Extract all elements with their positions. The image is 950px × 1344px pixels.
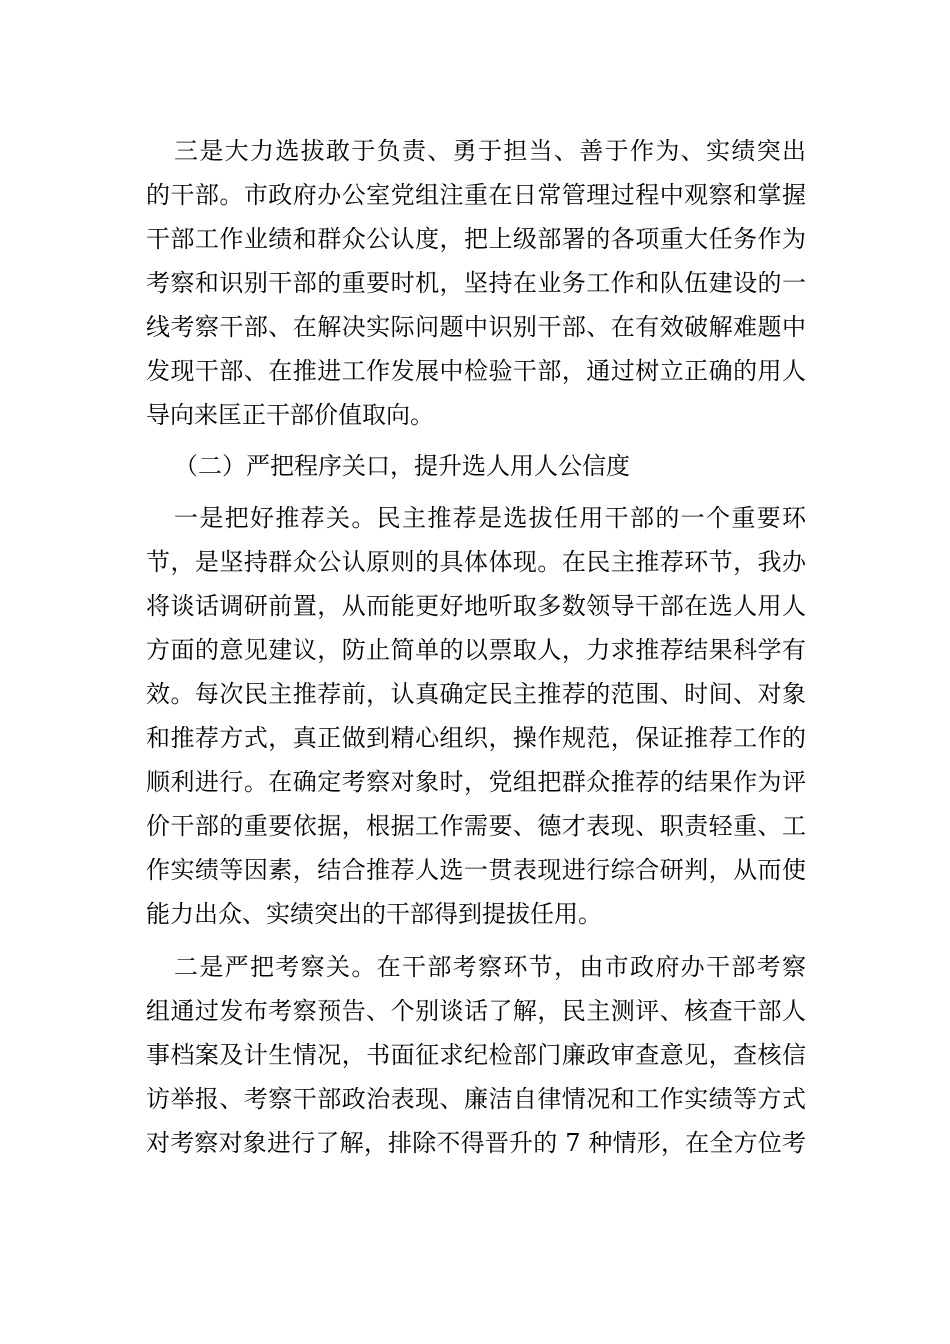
paragraph-line: 价干部的重要依据，根据工作需要、德才表现、职责轻重、工 <box>146 812 806 840</box>
paragraph-line: 干部工作业绩和群众公认度，把上级部署的各项重大任务作为 <box>146 225 806 253</box>
section-heading: （二）严把程序关口，提升选人用人公信度 <box>174 452 630 480</box>
paragraph-line: 访举报、考察干部政治表现、廉洁自律情况和工作实绩等方式 <box>146 1085 806 1113</box>
paragraph-line: 导向来匡正干部价值取向。 <box>146 401 434 429</box>
paragraph-line: 能力出众、实绩突出的干部得到提拔任用。 <box>146 900 602 928</box>
paragraph-line: 二是严把考察关。在干部考察环节，由市政府办干部考察 <box>174 953 806 981</box>
paragraph-line: 组通过发布考察预告、个别谈话了解，民主测评、核查干部人 <box>146 997 806 1025</box>
paragraph-line: 事档案及计生情况，书面征求纪检部门廉政审查意见，查核信 <box>146 1041 806 1069</box>
paragraph-line: 方面的意见建议，防止简单的以票取人，力求推荐结果科学有 <box>146 636 806 664</box>
paragraph-line: 对考察对象进行了解，排除不得晋升的 7 种情形，在全方位考 <box>146 1129 806 1157</box>
paragraph-line: 作实绩等因素，结合推荐人选一贯表现进行综合研判，从而使 <box>146 856 806 884</box>
paragraph-line: 将谈话调研前置，从而能更好地听取多数领导干部在选人用人 <box>146 592 806 620</box>
paragraph-line: 节，是坚持群众公认原则的具体体现。在民主推荐环节，我办 <box>146 548 806 576</box>
paragraph-line: 发现干部、在推进工作发展中检验干部，通过树立正确的用人 <box>146 357 806 385</box>
paragraph-line: 三是大力选拔敢于负责、勇于担当、善于作为、实绩突出 <box>174 137 806 165</box>
paragraph-line: 一是把好推荐关。民主推荐是选拔任用干部的一个重要环 <box>174 504 806 532</box>
paragraph-line: 效。每次民主推荐前，认真确定民主推荐的范围、时间、对象 <box>146 680 806 708</box>
paragraph-line: 的干部。市政府办公室党组注重在日常管理过程中观察和掌握 <box>146 181 806 209</box>
paragraph-line: 和推荐方式，真正做到精心组织，操作规范，保证推荐工作的 <box>146 724 806 752</box>
paragraph-line: 线考察干部、在解决实际问题中识别干部、在有效破解难题中 <box>146 313 806 341</box>
paragraph-line: 考察和识别干部的重要时机，坚持在业务工作和队伍建设的一 <box>146 269 806 297</box>
paragraph-line: 顺利进行。在确定考察对象时，党组把群众推荐的结果作为评 <box>146 768 806 796</box>
